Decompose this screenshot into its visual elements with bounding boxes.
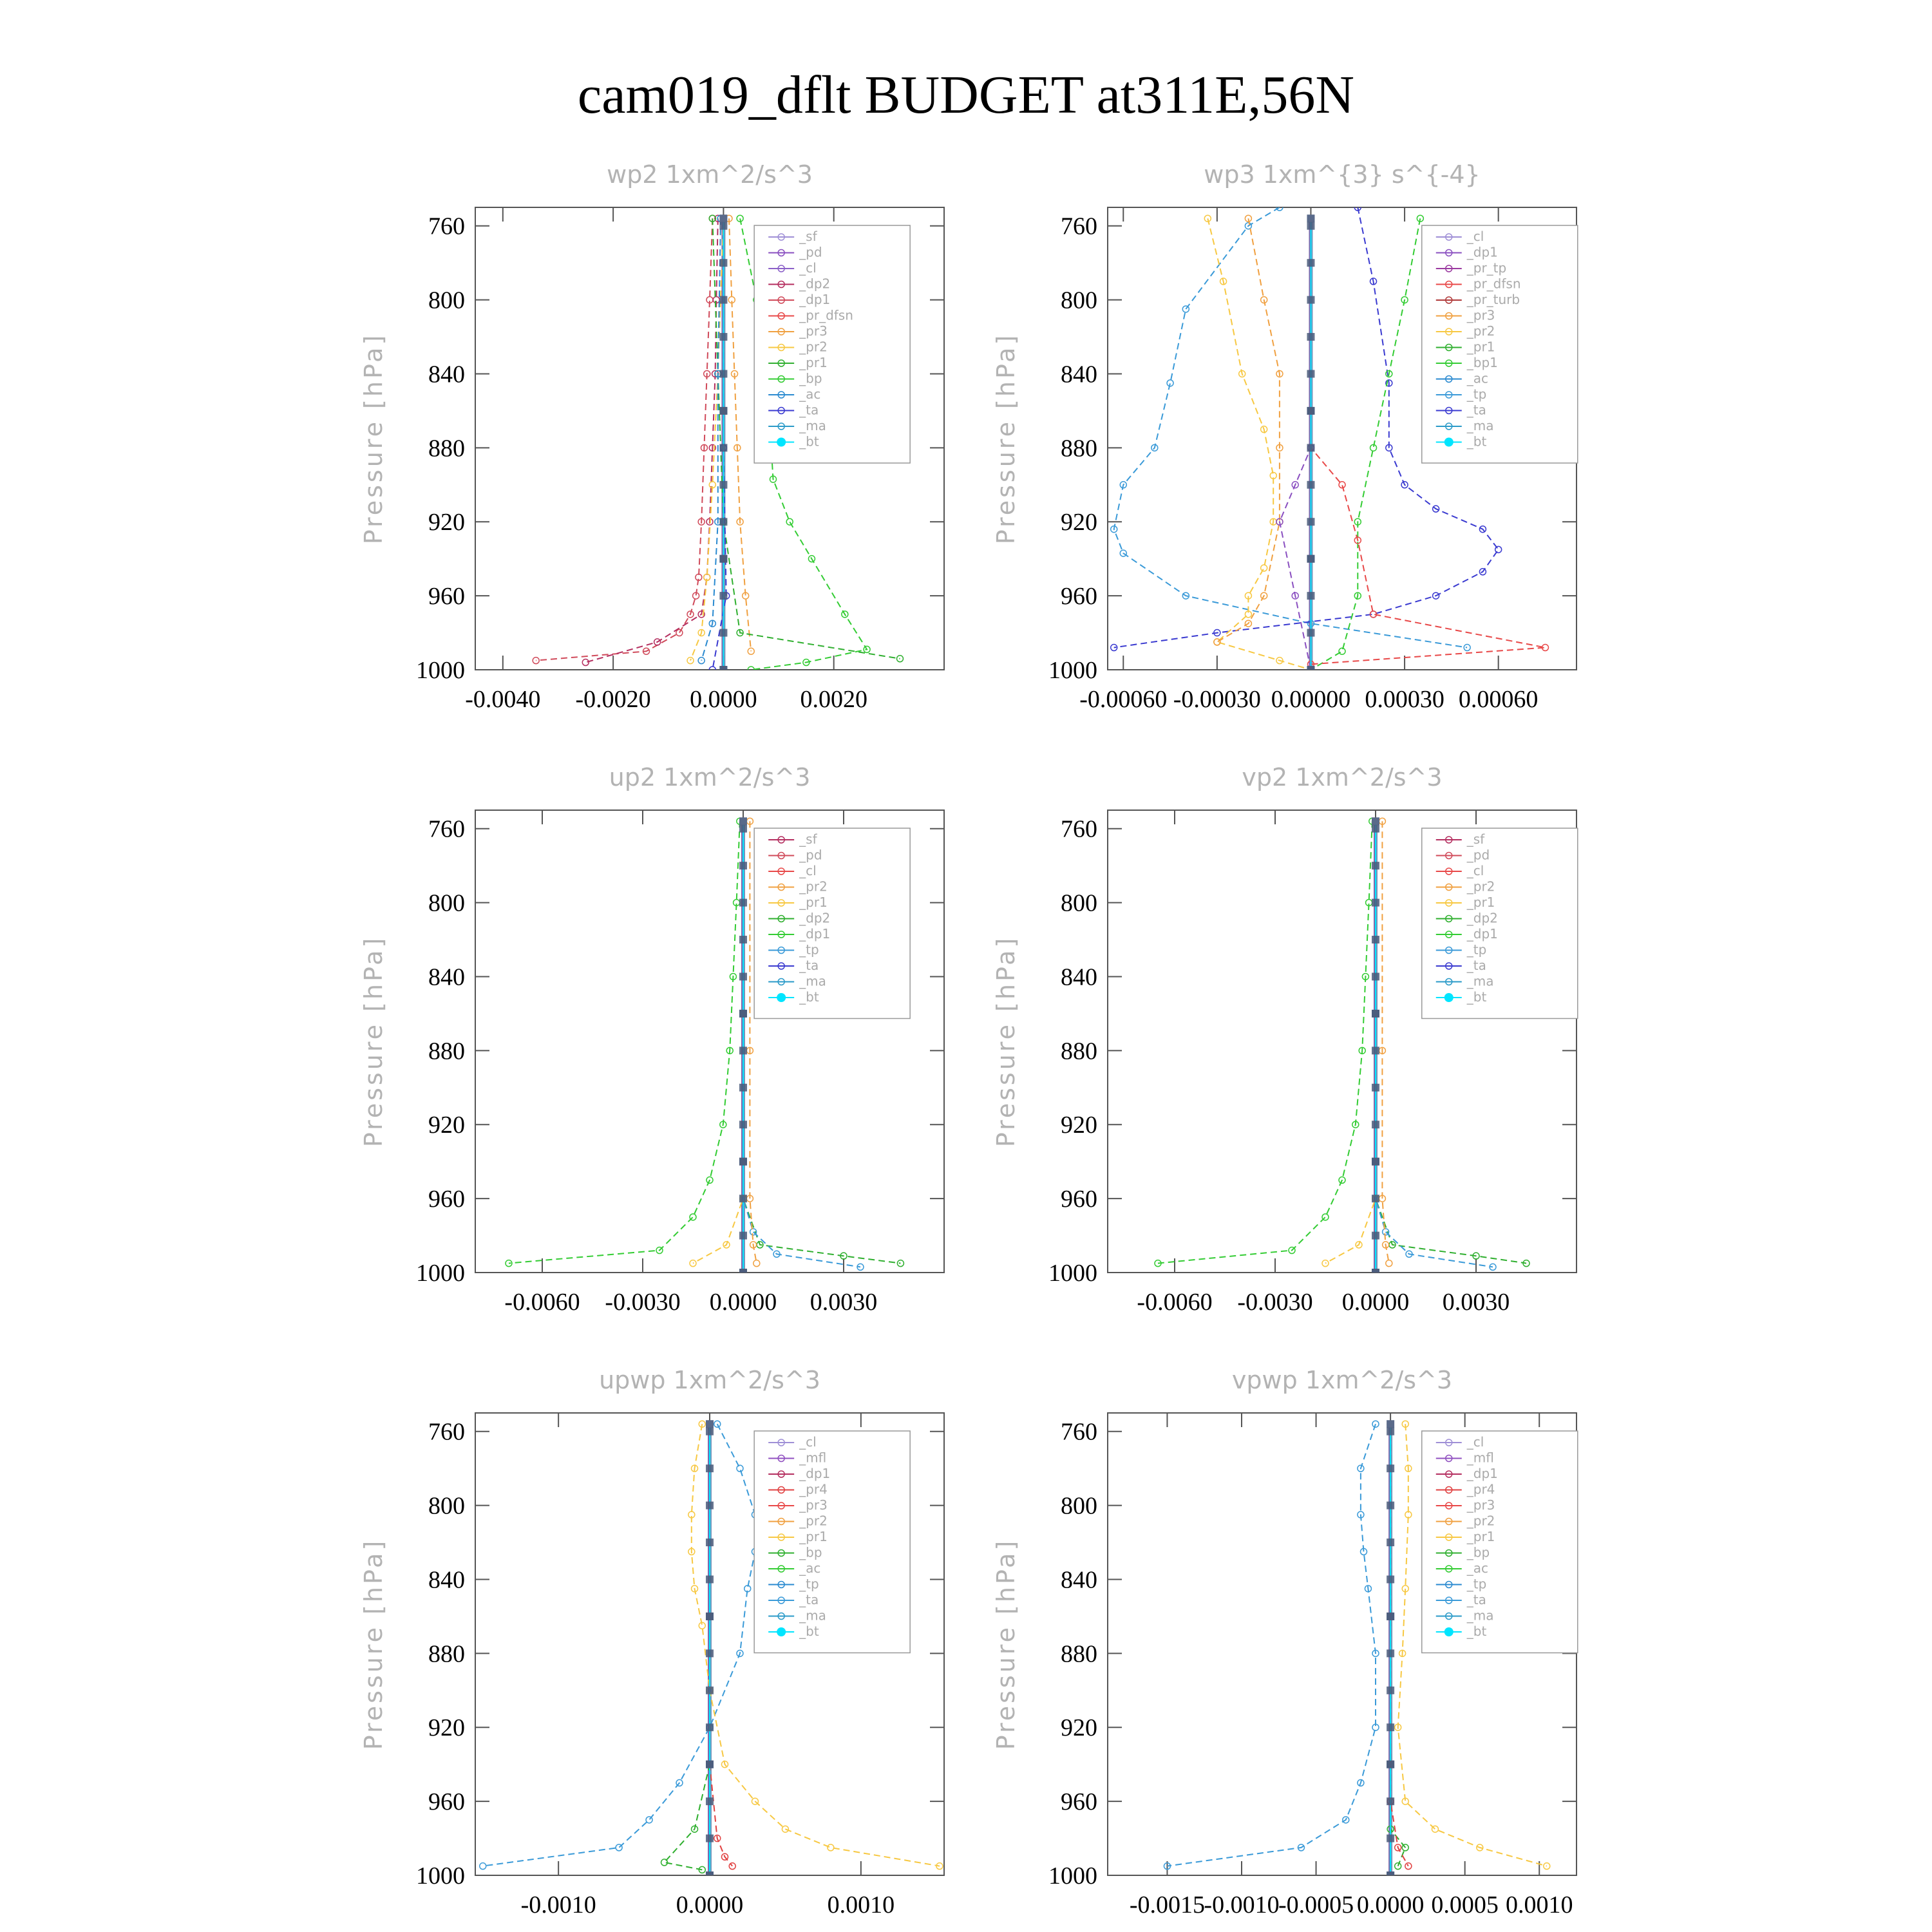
legend-label: _pd [1466,847,1490,863]
zero-marker [1372,1084,1379,1092]
zero-marker [1307,555,1314,563]
legend-label: _pr_dfsn [1466,276,1521,292]
x-tick-label: -0.0005 [1278,1891,1354,1918]
y-tick-label: 760 [428,1418,465,1446]
legend-label: _bt [1466,1624,1487,1639]
legend-label: _dp1 [799,292,831,307]
x-tick-label: -0.0015 [1129,1891,1206,1918]
y-axis-label: Pressure [hPa] [359,935,388,1148]
series-marker-bt [1387,1420,1394,1428]
legend-box [1422,1431,1578,1653]
x-tick-label: -0.0010 [1204,1891,1280,1918]
zero-marker [1372,1121,1379,1128]
legend-label: _pr_turb [1466,292,1520,307]
x-tick-label: 0.00000 [1271,686,1351,713]
zero-marker [1387,1613,1394,1620]
x-tick-label: 0.0000 [1341,1289,1410,1316]
legend-label: _cl [1466,1434,1484,1450]
series-line-pr3 [729,218,751,651]
series-line-dp2 [585,218,718,662]
y-tick-label: 800 [1061,287,1097,314]
y-tick-label: 840 [1061,963,1097,991]
legend-label: _pr_tp [1466,260,1507,276]
legend-marker [1444,438,1454,447]
legend-label: _pr4 [1466,1481,1495,1497]
zero-marker [1372,1046,1379,1054]
legend-label: _pr2 [799,1513,828,1529]
y-tick-label: 840 [428,1566,465,1594]
zero-marker [739,1046,747,1054]
series-line-pr2 [693,821,743,1263]
zero-marker [739,1269,747,1276]
zero-marker [1307,666,1314,674]
y-tick-label: 760 [1061,213,1097,240]
legend-label: _dp1 [1466,1466,1498,1481]
series-marker-tp [1464,645,1470,651]
zero-marker [1307,259,1314,267]
legend-label: _sf [1466,831,1485,847]
series-marker-pr2 [1322,1260,1329,1267]
zero-marker [1387,1723,1394,1731]
series-marker-pr3 [753,1260,760,1267]
series-marker-ac [698,658,705,664]
plot-panel-1 [359,160,944,713]
legend-label: _ma [1466,418,1494,433]
y-tick-label: 880 [1061,435,1097,462]
x-tick-label: 0.0030 [810,1289,878,1316]
legend-label: _pr2 [1466,1513,1495,1529]
y-tick-label: 1000 [416,1862,465,1889]
zero-marker [1387,1797,1394,1805]
y-tick-label: 960 [428,583,465,611]
legend-label: _pr3 [1466,1497,1495,1513]
x-tick-label: 0.0005 [1431,1891,1499,1918]
zero-marker [1307,592,1314,600]
panel-title: vpwp 1xm^2/s^3 [1231,1366,1453,1394]
panel-title: wp2 1xm^2/s^3 [607,160,813,189]
legend-label: _pr2 [1466,878,1495,895]
series-marker-bt [1372,817,1379,825]
legend-label: _pr1 [799,355,828,370]
x-tick-label: 0.0000 [676,1891,744,1918]
legend-label: _sf [799,229,817,244]
legend-label: _bp1 [1466,355,1498,370]
plot-panel-5 [359,1366,944,1918]
y-axis-label: Pressure [hPa] [992,935,1020,1148]
series-marker-pr2 [690,1260,696,1267]
x-tick-label: 0.0010 [827,1891,895,1918]
zero-marker [706,1502,714,1510]
zero-marker [719,592,727,600]
x-tick-label: -0.0060 [504,1289,580,1316]
legend-label: _ta [1466,1592,1486,1607]
zero-marker [706,1649,714,1657]
legend-label: _ta [799,1592,819,1607]
y-tick-label: 880 [428,435,465,462]
series-line-pr1 [665,1424,710,1870]
zero-marker [1387,1871,1394,1879]
zero-marker [739,1195,747,1202]
series-marker-tp [480,1863,486,1870]
zero-marker [706,1575,714,1583]
series-marker-dp1 [676,630,683,636]
legend-label: _dp1 [1466,244,1498,260]
legend-label: _dp1 [1466,926,1498,942]
zero-marker [1372,1195,1379,1202]
legend-label: _bt [799,1624,819,1639]
y-tick-label: 880 [428,1037,465,1065]
legend-label: _cl [799,863,817,878]
y-tick-label: 840 [428,361,465,388]
legend-label: _ac [1466,370,1489,386]
x-tick-label: -0.00060 [1079,686,1168,713]
plot-panel-6 [992,1366,1578,1918]
zero-marker [1307,222,1314,230]
zero-marker [719,259,727,267]
legend-label: _mfl [799,1450,827,1466]
zero-marker [1372,862,1379,869]
y-tick-label: 960 [1061,583,1097,611]
x-tick-label: -0.0040 [465,686,541,713]
x-tick-label: 0.0010 [1505,1891,1573,1918]
series-line-pd [1280,218,1311,670]
zero-marker [1307,296,1314,304]
series-marker-bt [739,817,747,825]
legend-label: _pr1 [799,1529,828,1544]
legend-label: _pr2 [799,878,828,895]
legend-label: _ta [1466,958,1486,973]
series-line-dp1 [536,218,712,660]
legend-label: _dp2 [1466,910,1498,926]
zero-marker [1307,481,1314,489]
zero-marker [1372,825,1379,833]
legend-box [754,225,910,463]
zero-marker [1387,1687,1394,1694]
series-marker-bt [1307,214,1314,222]
legend-label: _tp [1466,1576,1487,1592]
legend-label: _tp [1466,942,1487,958]
y-tick-label: 920 [428,1714,465,1742]
legend-label: _ma [799,973,826,989]
legend-label: _cl [1466,229,1484,244]
zero-marker [719,222,727,230]
y-tick-label: 960 [1061,1788,1097,1816]
zero-marker [739,1121,747,1128]
series-marker-ta [1495,546,1502,553]
legend-label: _mfl [1466,1450,1494,1466]
legend-label: _bp [799,1544,822,1560]
legend-label: _cl [799,260,817,276]
y-tick-label: 1000 [1048,1260,1097,1287]
x-tick-label: 0.0020 [800,686,867,713]
y-tick-label: 1000 [1048,657,1097,684]
zero-marker [739,1010,747,1018]
x-tick-label: 0.00060 [1458,686,1539,713]
zero-marker [719,555,727,563]
zero-marker [1372,899,1379,907]
x-tick-label: -0.0060 [1137,1289,1213,1316]
y-axis-label: Pressure [hPa] [359,1538,388,1750]
y-tick-label: 920 [428,1112,465,1139]
legend-label: _bt [799,433,819,450]
legend-label: _pr1 [1466,895,1495,910]
legend-label: _pr_dfsn [799,307,853,323]
y-tick-label: 840 [1061,361,1097,388]
zero-marker [1387,1835,1394,1842]
y-tick-label: 800 [1061,889,1097,917]
y-tick-label: 960 [428,1788,465,1816]
y-tick-label: 1000 [416,1260,465,1287]
legend-label: _pr1 [1466,1529,1495,1544]
legend-marker [1444,1627,1454,1636]
x-tick-label: 0.00030 [1365,686,1444,713]
y-tick-label: 960 [428,1186,465,1213]
y-tick-label: 960 [1061,1186,1097,1213]
y-tick-label: 800 [428,889,465,917]
series-marker-pr3 [1386,1260,1392,1267]
series-marker-tp [737,1465,743,1472]
y-tick-label: 1000 [416,657,465,684]
legend-label: _tp [1466,386,1487,402]
zero-marker [719,481,727,489]
legend-box [754,828,910,1019]
series-line-tp [483,1424,755,1866]
zero-marker [706,1613,714,1620]
y-tick-label: 880 [1061,1037,1097,1065]
legend-label: _ma [1466,1607,1494,1624]
y-tick-label: 1000 [1048,1862,1097,1889]
legend-label: _ma [799,1607,826,1624]
panel-title: vp2 1xm^2/s^3 [1242,763,1443,791]
zero-marker [739,936,747,943]
zero-marker [706,1428,714,1435]
zero-marker [706,1539,714,1546]
y-tick-label: 760 [428,815,465,843]
legend-label: _pr4 [799,1481,828,1497]
series-line-bp [509,821,740,1263]
zero-marker [1307,444,1314,451]
series-line-bp [1158,821,1372,1263]
zero-marker [739,972,747,980]
legend-label: _pr3 [799,1497,828,1513]
legend-box [1422,828,1578,1019]
zero-marker [739,825,747,833]
series-marker-tp [1182,306,1189,312]
legend-label: _pr2 [1466,323,1495,339]
zero-marker [739,899,747,907]
figure-title: cam019_dflt BUDGET at311E,56N [577,65,1355,125]
y-tick-label: 880 [428,1640,465,1668]
legend-label: _cl [799,1434,817,1450]
zero-marker [1307,407,1314,415]
y-tick-label: 920 [428,509,465,536]
legend-label: _ta [799,958,819,973]
zero-marker [706,1687,714,1694]
legend-label: _pd [799,847,822,863]
legend-label: _pr3 [1466,307,1495,323]
plot-panel-4 [992,763,1578,1316]
x-tick-label: -0.0020 [575,686,651,713]
legend-label: _ac [799,386,821,402]
zero-marker [1387,1428,1394,1435]
panel-title: up2 1xm^2/s^3 [609,763,811,791]
zero-marker [1372,1232,1379,1240]
series-line-pr2 [1208,218,1311,670]
series-line-tp [1167,1424,1376,1866]
legend-label: _pr1 [1466,339,1495,355]
series-marker-pr2 [687,658,694,664]
zero-marker [706,1723,714,1731]
series-marker-bp [690,1214,696,1220]
series-marker-pr2 [1261,565,1267,571]
y-axis-label: Pressure [hPa] [992,332,1020,545]
panel-title: upwp 1xm^2/s^3 [599,1366,820,1394]
series-line-bp [1311,218,1421,670]
y-tick-label: 840 [428,963,465,991]
legend-label: _sf [799,831,817,847]
series-marker-pr1 [897,1260,904,1267]
legend-label: _pd [799,244,822,260]
zero-marker [1372,936,1379,943]
legend-label: _tp [799,942,819,958]
y-tick-label: 840 [1061,1566,1097,1594]
zero-marker [719,370,727,377]
y-tick-label: 920 [1061,1714,1097,1742]
legend-label: _bt [799,989,819,1005]
x-tick-label: -0.0030 [605,1289,681,1316]
zero-marker [1307,333,1314,341]
legend-label: _ac [799,1560,821,1576]
zero-marker [1372,1269,1379,1276]
x-tick-label: 0.0030 [1442,1289,1510,1316]
zero-marker [719,518,727,526]
zero-marker [1307,370,1314,377]
zero-marker [1387,1464,1394,1472]
series-marker-bt [706,1420,714,1428]
zero-marker [1307,629,1314,637]
zero-marker [739,1084,747,1092]
x-tick-label: -0.0010 [520,1891,596,1918]
series-line-pr2 [1325,821,1376,1263]
x-tick-label: 0.0000 [690,686,757,713]
legend-marker [777,438,786,447]
zero-marker [719,666,727,674]
legend-label: _bt [1466,433,1487,450]
zero-marker [719,296,727,304]
y-tick-label: 800 [428,1492,465,1520]
legend-label: _dp1 [799,926,831,942]
legend-label: _dp1 [799,1466,831,1481]
legend-label: _pr1 [799,895,828,910]
legend-label: _pr2 [799,339,828,355]
x-tick-label: -0.00030 [1173,686,1261,713]
zero-marker [719,407,727,415]
y-tick-label: 880 [1061,1640,1097,1668]
y-axis-label: Pressure [hPa] [359,332,388,545]
series-marker-bp [1322,1214,1329,1220]
zero-marker [1387,1575,1394,1583]
x-tick-label: -0.0030 [1237,1289,1313,1316]
legend-label: _bp [799,370,822,386]
legend-label: _pr3 [799,323,828,339]
legend-label: _ac [1466,1560,1489,1576]
series-line-tp [1114,207,1467,648]
series-marker-pr4 [1405,1863,1412,1870]
zero-marker [706,1871,714,1879]
zero-marker [706,1797,714,1805]
legend-label: _ma [1466,973,1494,989]
zero-marker [1372,1158,1379,1166]
zero-marker [719,444,727,451]
series-marker-pr2 [828,1844,834,1851]
zero-marker [1387,1649,1394,1657]
series-marker-bt [719,214,727,222]
series-marker-bp [786,518,793,525]
zero-marker [719,333,727,341]
y-tick-label: 800 [1061,1492,1097,1520]
legend-label: _dp2 [799,276,831,292]
legend-label: _bp [1466,1544,1490,1560]
zero-marker [706,1761,714,1768]
series-marker-tp [616,1844,622,1851]
zero-marker [739,1158,747,1166]
zero-marker [1307,518,1314,526]
legend-marker [777,993,786,1002]
series-marker-pr4 [729,1863,735,1870]
legend-label: _dp2 [799,910,831,926]
series-marker-pr1 [1395,1863,1401,1870]
panel-title: wp3 1xm^{3} s^{-4} [1204,160,1481,189]
zero-marker [739,1232,747,1240]
plot-panel-3 [359,763,944,1316]
zero-marker [1372,1010,1379,1018]
legend-label: _ta [799,402,819,418]
legend-label: _ma [799,418,826,433]
y-tick-label: 920 [1061,509,1097,536]
y-tick-label: 760 [1061,1418,1097,1446]
legend-marker [777,1627,786,1636]
y-tick-label: 920 [1061,1112,1097,1139]
legend-label: _cl [1466,863,1484,878]
series-marker-tp [646,1817,652,1823]
zero-marker [1387,1761,1394,1768]
y-axis-label: Pressure [hPa] [992,1538,1020,1750]
zero-marker [1387,1502,1394,1510]
y-tick-label: 800 [428,287,465,314]
series-marker-pr2 [1432,1826,1438,1832]
legend-label: _ta [1466,402,1486,418]
x-tick-label: 0.0000 [709,1289,777,1316]
zero-marker [1387,1539,1394,1546]
zero-marker [1372,972,1379,980]
legend-marker [1444,993,1454,1002]
y-tick-label: 760 [428,213,465,240]
plot-panel-2 [992,160,1578,713]
x-tick-label: 0.0000 [1356,1891,1425,1918]
series-line-pr3 [1382,821,1388,1263]
legend-label: _tp [799,1576,819,1592]
legend-label: _bt [1466,989,1487,1005]
zero-marker [706,1835,714,1842]
zero-marker [706,1464,714,1472]
y-tick-label: 760 [1061,815,1097,843]
zero-marker [739,862,747,869]
panels-group [359,160,1578,1918]
legend-box [754,1431,910,1653]
zero-marker [719,629,727,637]
